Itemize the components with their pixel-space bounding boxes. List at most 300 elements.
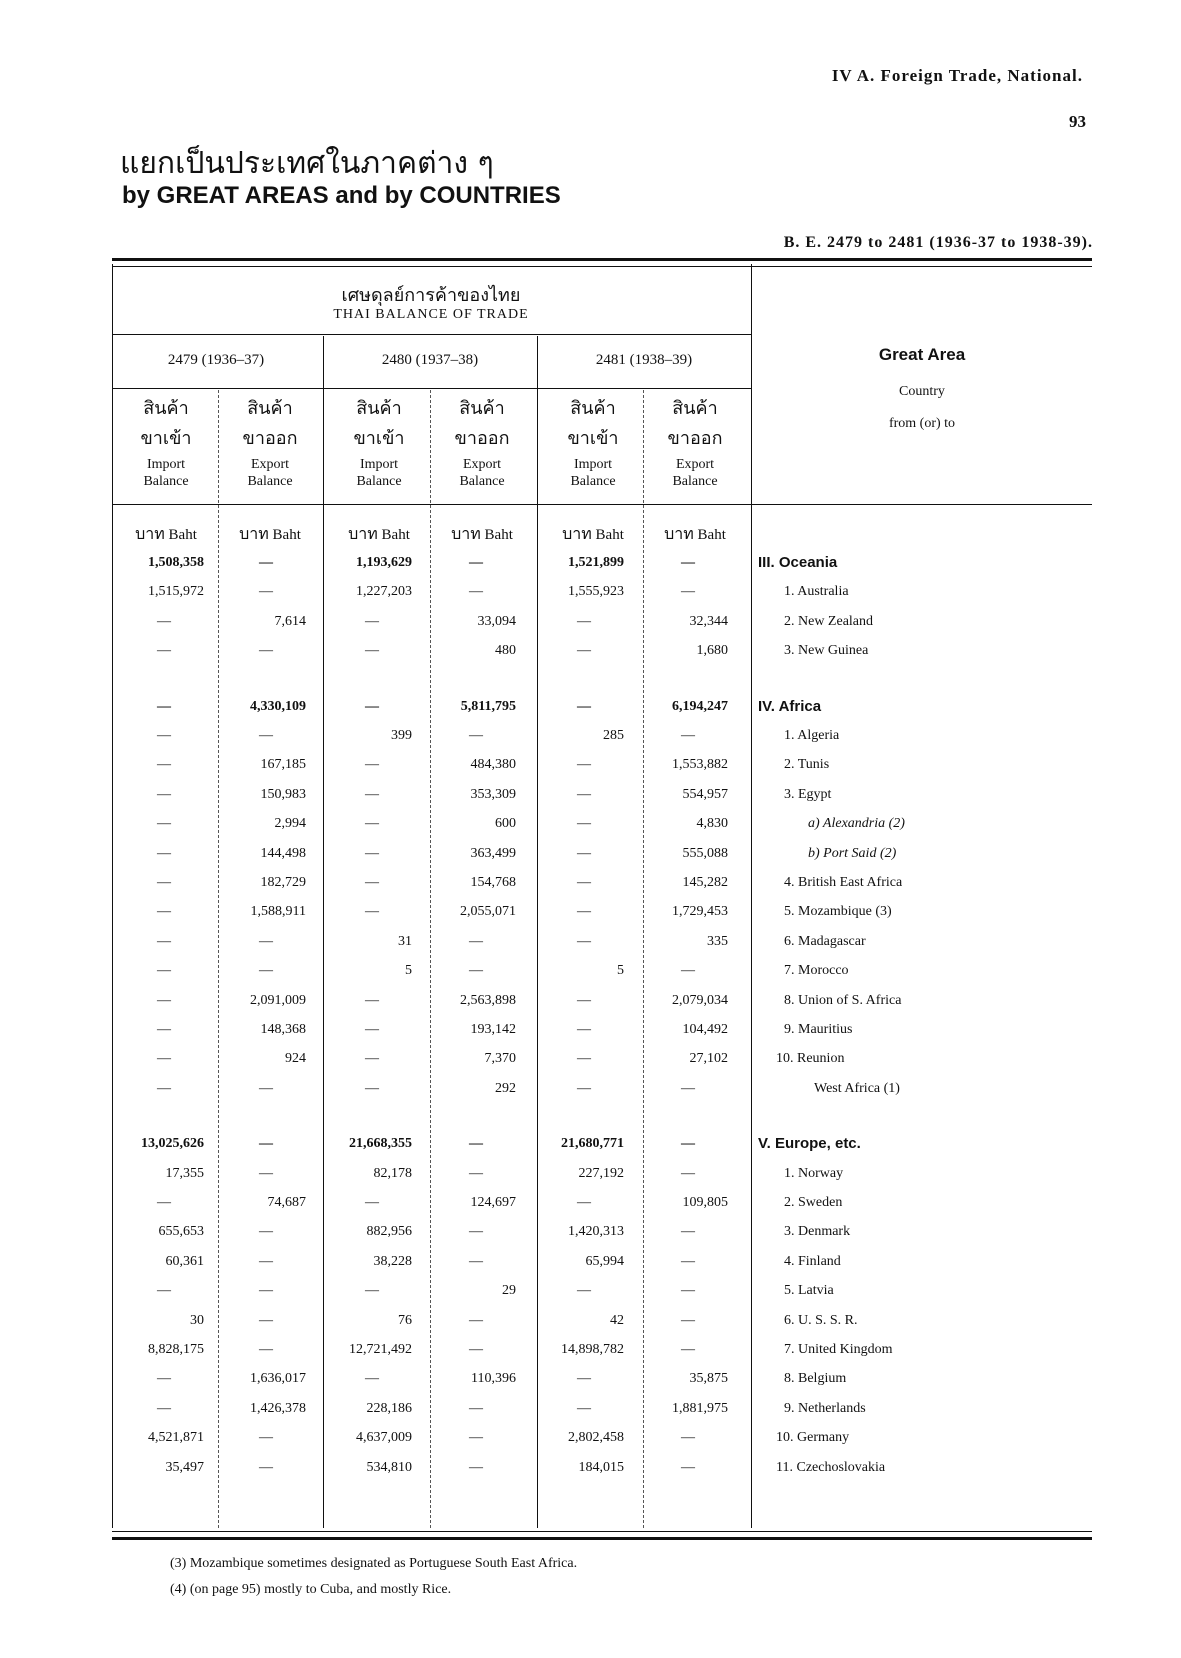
table-cell: 2,802,458 <box>568 1430 624 1446</box>
table-cell: — <box>365 1371 379 1387</box>
table-cell: 555,088 <box>682 845 728 861</box>
import-heading-english: Import <box>359 457 399 472</box>
table-cell: — <box>157 1371 171 1387</box>
table-cell: — <box>577 1051 591 1067</box>
table-row <box>112 1365 1092 1393</box>
table-cell: 35,875 <box>689 1371 728 1387</box>
table-cell: — <box>469 1224 483 1240</box>
table-cell: — <box>577 613 591 629</box>
table-cell: 292 <box>495 1080 516 1096</box>
table-cell: — <box>259 728 273 743</box>
year-2481: 2481 (1938–39) <box>595 352 693 368</box>
table-cell: — <box>157 728 171 743</box>
table-cell: — <box>157 992 171 1008</box>
table-cell: 1,227,203 <box>356 584 412 600</box>
table-cell: — <box>365 875 379 890</box>
export-heading-english: Balance <box>672 474 718 489</box>
table-cell: — <box>681 1459 695 1475</box>
table-cell: 924 <box>285 1051 306 1067</box>
table-cell: — <box>681 555 695 570</box>
unit-english: Baht <box>697 527 726 543</box>
table-cell: 1,508,358 <box>148 555 204 570</box>
table-cell: 184,015 <box>578 1459 624 1475</box>
unit-label <box>218 522 322 547</box>
table-cell: 167,185 <box>260 757 306 773</box>
table-cell: 30 <box>190 1312 204 1328</box>
table-cell: — <box>577 1400 591 1416</box>
table-cell: — <box>577 875 591 890</box>
table-cell: 7,370 <box>484 1051 516 1067</box>
table-cell: 285 <box>603 728 624 743</box>
table-cell: 1,588,911 <box>250 904 306 920</box>
area-label: IV. Africa <box>758 697 822 715</box>
table-cell: — <box>157 1195 171 1210</box>
table-cell: 21,668,355 <box>349 1136 412 1152</box>
table-cell: — <box>365 904 379 920</box>
country-label: 2. Tunis <box>784 757 830 773</box>
country-label: 11. Czechoslovakia <box>776 1459 886 1475</box>
export-heading-thai: ขาออก <box>454 428 510 449</box>
table-cell: 2,563,898 <box>460 992 516 1008</box>
table-row <box>112 578 1092 606</box>
table-cell: — <box>365 698 379 714</box>
table-cell: 74,687 <box>267 1195 306 1210</box>
area-label: III. Oceania <box>758 554 838 571</box>
table-row <box>112 1395 1092 1423</box>
unit-label <box>327 522 431 547</box>
table-cell: 228,186 <box>366 1400 412 1416</box>
unit-english: Baht <box>484 527 513 543</box>
country-label: 1. Algeria <box>784 728 840 743</box>
import-heading-thai: สินค้า <box>570 398 616 419</box>
table-cell: 335 <box>707 933 728 949</box>
table-cell: 1,553,882 <box>672 757 728 773</box>
table-cell: 4,830 <box>696 816 728 832</box>
table-cell: 109,805 <box>682 1195 728 1210</box>
country-label: 2. New Zealand <box>784 613 874 629</box>
country-label: 4. British East Africa <box>784 875 903 890</box>
table-cell: 6,194,247 <box>672 698 728 714</box>
country-label: 9. Netherlands <box>784 1400 866 1416</box>
table-cell: — <box>259 963 273 979</box>
unit-label <box>541 522 645 547</box>
table-cell: 1,881,975 <box>672 1400 728 1416</box>
table-cell: — <box>259 1224 273 1240</box>
import-heading-thai: ขาเข้า <box>140 428 192 449</box>
table-group-row <box>112 1130 1092 1158</box>
table-cell: 110,396 <box>471 1371 516 1387</box>
table-cell: 21,680,771 <box>561 1136 624 1152</box>
table-cell: — <box>157 904 171 920</box>
table-cell: 31 <box>398 933 412 949</box>
trade-balance-english: THAI BALANCE OF TRADE <box>333 307 529 322</box>
table-row <box>112 957 1092 985</box>
table-cell: 2,079,034 <box>672 992 728 1008</box>
table-cell: — <box>259 1430 273 1446</box>
table-cell: — <box>681 1342 695 1357</box>
country-label: 3. Denmark <box>784 1224 851 1240</box>
table-cell: — <box>157 613 171 629</box>
table-cell: — <box>157 875 171 890</box>
header-rule <box>112 388 751 389</box>
export-heading-thai: สินค้า <box>672 398 718 419</box>
table-cell: 882,956 <box>366 1224 412 1240</box>
table-cell: — <box>577 816 591 832</box>
table-cell: — <box>259 1136 273 1152</box>
unit-thai: บาท <box>451 524 481 543</box>
unit-thai: บาท <box>562 524 592 543</box>
table-cell: 13,025,626 <box>141 1136 204 1152</box>
table-cell: — <box>157 757 171 773</box>
footnote-3: (3) Mozambique sometimes designated as Portuguese South East Africa. <box>170 1556 578 1571</box>
table-cell: 5 <box>405 963 412 979</box>
table-cell: 33,094 <box>477 613 516 629</box>
table-cell: 82,178 <box>373 1165 412 1181</box>
table-cell: 35,497 <box>165 1459 204 1475</box>
title-english: by GREAT AREAS and by COUNTRIES <box>122 182 561 209</box>
table-cell: 12,721,492 <box>349 1342 412 1357</box>
table-cell: 17,355 <box>165 1165 204 1181</box>
unit-label <box>430 522 534 547</box>
table-cell: 1,420,313 <box>568 1224 624 1240</box>
table-cell: — <box>469 1459 483 1475</box>
table-cell: — <box>365 786 379 802</box>
table-cell: — <box>365 1051 379 1067</box>
table-cell: 4,637,009 <box>356 1430 412 1446</box>
table-cell: 193,142 <box>470 1022 516 1037</box>
table-cell: — <box>365 845 379 861</box>
table-cell: — <box>469 1430 483 1446</box>
table-cell: — <box>365 613 379 629</box>
table-cell: — <box>681 1224 695 1240</box>
table-row <box>112 1045 1092 1073</box>
country-label: 10. Reunion <box>776 1051 845 1067</box>
table-cell: — <box>681 1253 695 1269</box>
import-heading-thai: ขาเข้า <box>353 428 405 449</box>
table-group-row <box>112 549 1092 577</box>
table-cell: 5,811,795 <box>460 698 516 714</box>
table-cell: 1,680 <box>696 643 728 659</box>
table-cell: 1,729,453 <box>672 904 728 920</box>
unit-thai: บาท <box>239 524 269 543</box>
country-label: 9. Mauritius <box>784 1022 853 1037</box>
table-cell: 42 <box>610 1312 624 1328</box>
table-cell: — <box>469 1312 483 1328</box>
table-row <box>112 898 1092 926</box>
table-cell: 1,515,972 <box>148 584 204 600</box>
table-cell: 2,091,009 <box>250 992 306 1008</box>
country-label: 4. Finland <box>784 1253 841 1269</box>
table-cell: — <box>365 1022 379 1037</box>
import-heading-english: Balance <box>570 474 616 489</box>
table-row <box>112 987 1092 1015</box>
table-cell: 38,228 <box>373 1253 412 1269</box>
table-row <box>112 781 1092 809</box>
header-rule <box>112 334 751 335</box>
country-label: 1. Australia <box>784 584 849 600</box>
table-row <box>112 1307 1092 1335</box>
table-cell: — <box>259 1312 273 1328</box>
table-cell: — <box>681 1312 695 1328</box>
table-cell: — <box>469 963 483 979</box>
table-cell: — <box>259 1253 273 1269</box>
table-cell: — <box>681 1430 695 1446</box>
great-area-heading: Great Area <box>878 345 966 364</box>
header-rule <box>112 504 1092 505</box>
country-label: 8. Union of S. Africa <box>784 992 902 1008</box>
table-cell: — <box>157 698 171 714</box>
unit-english: Baht <box>272 527 301 543</box>
table-row <box>112 1160 1092 1188</box>
unit-thai: บาท <box>135 524 165 543</box>
table-cell: 76 <box>398 1312 412 1328</box>
country-label: 6. U. S. S. R. <box>784 1312 858 1328</box>
table-cell: — <box>365 1195 379 1210</box>
table-cell: — <box>259 555 273 570</box>
export-heading-english: Export <box>250 457 290 472</box>
country-label: 1. Norway <box>784 1165 844 1181</box>
table-cell: 480 <box>495 643 516 659</box>
table-cell: — <box>365 757 379 773</box>
export-heading-thai: ขาออก <box>242 428 298 449</box>
import-heading-thai: ขาเข้า <box>567 428 619 449</box>
footnote-4: (4) (on page 95) mostly to Cuba, and mostly Rice. <box>170 1582 452 1597</box>
table-cell: 154,768 <box>470 875 516 890</box>
table-row <box>112 751 1092 779</box>
unit-english: Baht <box>381 527 410 543</box>
table-cell: — <box>259 1459 273 1475</box>
table-cell: 655,653 <box>158 1224 204 1240</box>
table-cell: 104,492 <box>682 1022 728 1037</box>
table-cell: 32,344 <box>689 613 728 629</box>
table-cell: 144,498 <box>260 845 306 861</box>
trade-balance-thai: เศษดุลย์การค้าของไทย <box>341 285 521 306</box>
table-cell: — <box>365 816 379 832</box>
table-cell: — <box>469 933 483 949</box>
unit-thai: บาท <box>664 524 694 543</box>
table-cell: — <box>157 963 171 979</box>
country-label: 5. Mozambique (3) <box>784 904 892 920</box>
page-number: 93 <box>1069 112 1086 131</box>
table-cell: — <box>157 1080 171 1096</box>
export-heading-thai: สินค้า <box>459 398 505 419</box>
table-row <box>112 722 1092 750</box>
table-cell: — <box>577 698 591 714</box>
table-cell: 534,810 <box>366 1459 412 1475</box>
table-cell: 145,282 <box>682 875 728 890</box>
table-cell: 8,828,175 <box>148 1342 204 1357</box>
table-cell: — <box>469 1165 483 1181</box>
table-cell: — <box>259 643 273 659</box>
export-heading-english: Balance <box>247 474 293 489</box>
table-cell: — <box>157 786 171 802</box>
table-cell: — <box>469 1342 483 1357</box>
table-row <box>112 1218 1092 1246</box>
table-cell: 1,521,899 <box>568 555 624 570</box>
table-cell: — <box>577 786 591 802</box>
table-row <box>112 1016 1092 1044</box>
table-cell: — <box>681 1136 695 1152</box>
table-cell: 1,636,017 <box>250 1371 306 1387</box>
table-row <box>112 1336 1092 1364</box>
table-row <box>112 1454 1092 1482</box>
table-cell: 182,729 <box>260 875 306 890</box>
table-cell: — <box>469 555 483 570</box>
unit-label <box>114 522 218 547</box>
table-cell: — <box>157 1400 171 1416</box>
section-header: IV A. Foreign Trade, National. <box>831 66 1083 85</box>
table-cell: — <box>577 933 591 949</box>
country-subheading: from (or) to <box>888 416 956 431</box>
table-row <box>112 637 1092 665</box>
import-heading-english: Import <box>573 457 613 472</box>
table-cell: — <box>157 643 171 659</box>
table-cell: — <box>469 1136 483 1152</box>
import-heading-thai: สินค้า <box>356 398 402 419</box>
table-cell: 353,309 <box>470 786 516 802</box>
table-cell: — <box>157 1022 171 1037</box>
export-heading-english: Balance <box>459 474 505 489</box>
year-2479: 2479 (1936–37) <box>167 352 265 368</box>
table-cell: 5 <box>617 963 624 979</box>
table-cell: — <box>365 992 379 1008</box>
table-cell: — <box>681 1080 695 1096</box>
table-cell: — <box>577 904 591 920</box>
table-row <box>112 1277 1092 1305</box>
country-label: 8. Belgium <box>784 1371 847 1387</box>
table-cell: — <box>681 1165 695 1181</box>
country-label: 7. Morocco <box>784 963 849 979</box>
table-cell: 2,994 <box>274 816 306 832</box>
import-heading-english: Balance <box>143 474 189 489</box>
unit-label <box>643 522 747 547</box>
table-cell: 1,193,629 <box>356 555 412 570</box>
table-cell: 148,368 <box>260 1022 306 1037</box>
table-cell: — <box>157 933 171 949</box>
table-row <box>112 608 1092 636</box>
country-label: 3. New Guinea <box>784 643 869 659</box>
table-row <box>112 840 1092 868</box>
table-cell: 65,994 <box>585 1253 624 1269</box>
table-cell: 227,192 <box>578 1165 624 1181</box>
period-label: B. E. 2479 to 2481 (1936-37 to 1938-39). <box>783 234 1093 251</box>
table-cell: — <box>577 1283 591 1299</box>
unit-thai: บาท <box>348 524 378 543</box>
table-cell: 2,055,071 <box>460 904 516 920</box>
area-label: V. Europe, etc. <box>758 1135 861 1153</box>
year-2480: 2480 (1937–38) <box>381 352 479 368</box>
table-cell: 7,614 <box>274 613 306 629</box>
table-cell: — <box>469 1253 483 1269</box>
table-cell: 124,697 <box>470 1195 516 1210</box>
unit-english: Baht <box>168 527 197 543</box>
table-cell: — <box>259 933 273 949</box>
table-cell: — <box>577 1371 591 1387</box>
table-cell: — <box>259 1283 273 1299</box>
country-label: b) Port Said (2) <box>808 845 897 861</box>
country-label: 10. Germany <box>776 1430 850 1446</box>
table-cell: — <box>157 845 171 861</box>
country-label: 2. Sweden <box>784 1195 843 1210</box>
table-cell: — <box>365 1080 379 1096</box>
table-cell: 27,102 <box>689 1051 728 1067</box>
table-cell: 4,521,871 <box>148 1430 204 1446</box>
table-cell: — <box>469 1400 483 1416</box>
country-label: 5. Latvia <box>784 1283 834 1299</box>
table-cell: — <box>259 1080 273 1096</box>
table-cell: — <box>365 1283 379 1299</box>
table-row <box>112 1075 1092 1103</box>
country-label: 6. Madagascar <box>784 933 866 949</box>
table-cell: — <box>681 728 695 743</box>
table-cell: — <box>259 1342 273 1357</box>
table-cell: 60,361 <box>165 1253 204 1269</box>
table-cell: — <box>577 845 591 861</box>
table-cell: — <box>681 584 695 600</box>
country-heading: Country <box>899 384 945 399</box>
table-cell: — <box>157 1283 171 1299</box>
table-cell: 14,898,782 <box>561 1342 624 1357</box>
country-label: 7. United Kingdom <box>784 1342 893 1357</box>
country-label: a) Alexandria (2) <box>808 816 905 832</box>
country-label: 3. Egypt <box>784 786 832 802</box>
import-heading-thai: สินค้า <box>143 398 189 419</box>
table-row <box>112 1424 1092 1452</box>
table-cell: — <box>259 584 273 600</box>
table-row <box>112 1248 1092 1276</box>
export-heading-english: Export <box>675 457 715 472</box>
table-cell: — <box>469 728 483 743</box>
import-heading-english: Balance <box>356 474 402 489</box>
table-cell: 363,499 <box>470 845 516 861</box>
table-cell: 600 <box>495 816 516 832</box>
table-cell: — <box>577 1080 591 1096</box>
table-cell: 1,426,378 <box>250 1400 306 1416</box>
table-cell: — <box>681 963 695 979</box>
export-heading-thai: สินค้า <box>247 398 293 419</box>
table-cell: — <box>577 757 591 773</box>
table-cell: 150,983 <box>260 786 306 802</box>
table-cell: — <box>577 643 591 659</box>
table-row <box>112 810 1092 838</box>
table-row <box>112 928 1092 956</box>
import-heading-english: Import <box>146 457 186 472</box>
table-cell: 554,957 <box>682 786 728 802</box>
country-label: West Africa (1) <box>814 1080 900 1096</box>
table-cell: 399 <box>391 728 412 743</box>
table-cell: 4,330,109 <box>250 698 306 714</box>
export-heading-english: Export <box>462 457 502 472</box>
table-group-row <box>112 693 1092 721</box>
unit-english: Baht <box>595 527 624 543</box>
table-cell: 484,380 <box>470 757 516 773</box>
table-cell: 29 <box>502 1283 516 1299</box>
table-cell: — <box>577 1195 591 1210</box>
table-cell: — <box>469 584 483 600</box>
table-row <box>112 869 1092 897</box>
export-heading-thai: ขาออก <box>667 428 723 449</box>
table-cell: — <box>577 1022 591 1037</box>
table-cell: — <box>157 816 171 832</box>
table-cell: — <box>681 1283 695 1299</box>
table-cell: — <box>157 1051 171 1067</box>
table-cell: — <box>365 643 379 659</box>
table-cell: — <box>259 1165 273 1181</box>
title-thai: แยกเป็นประเทศในภาคต่าง ๆ <box>120 146 494 181</box>
table-cell: 1,555,923 <box>568 584 624 600</box>
table-cell: — <box>577 992 591 1008</box>
table-row <box>112 1189 1092 1217</box>
